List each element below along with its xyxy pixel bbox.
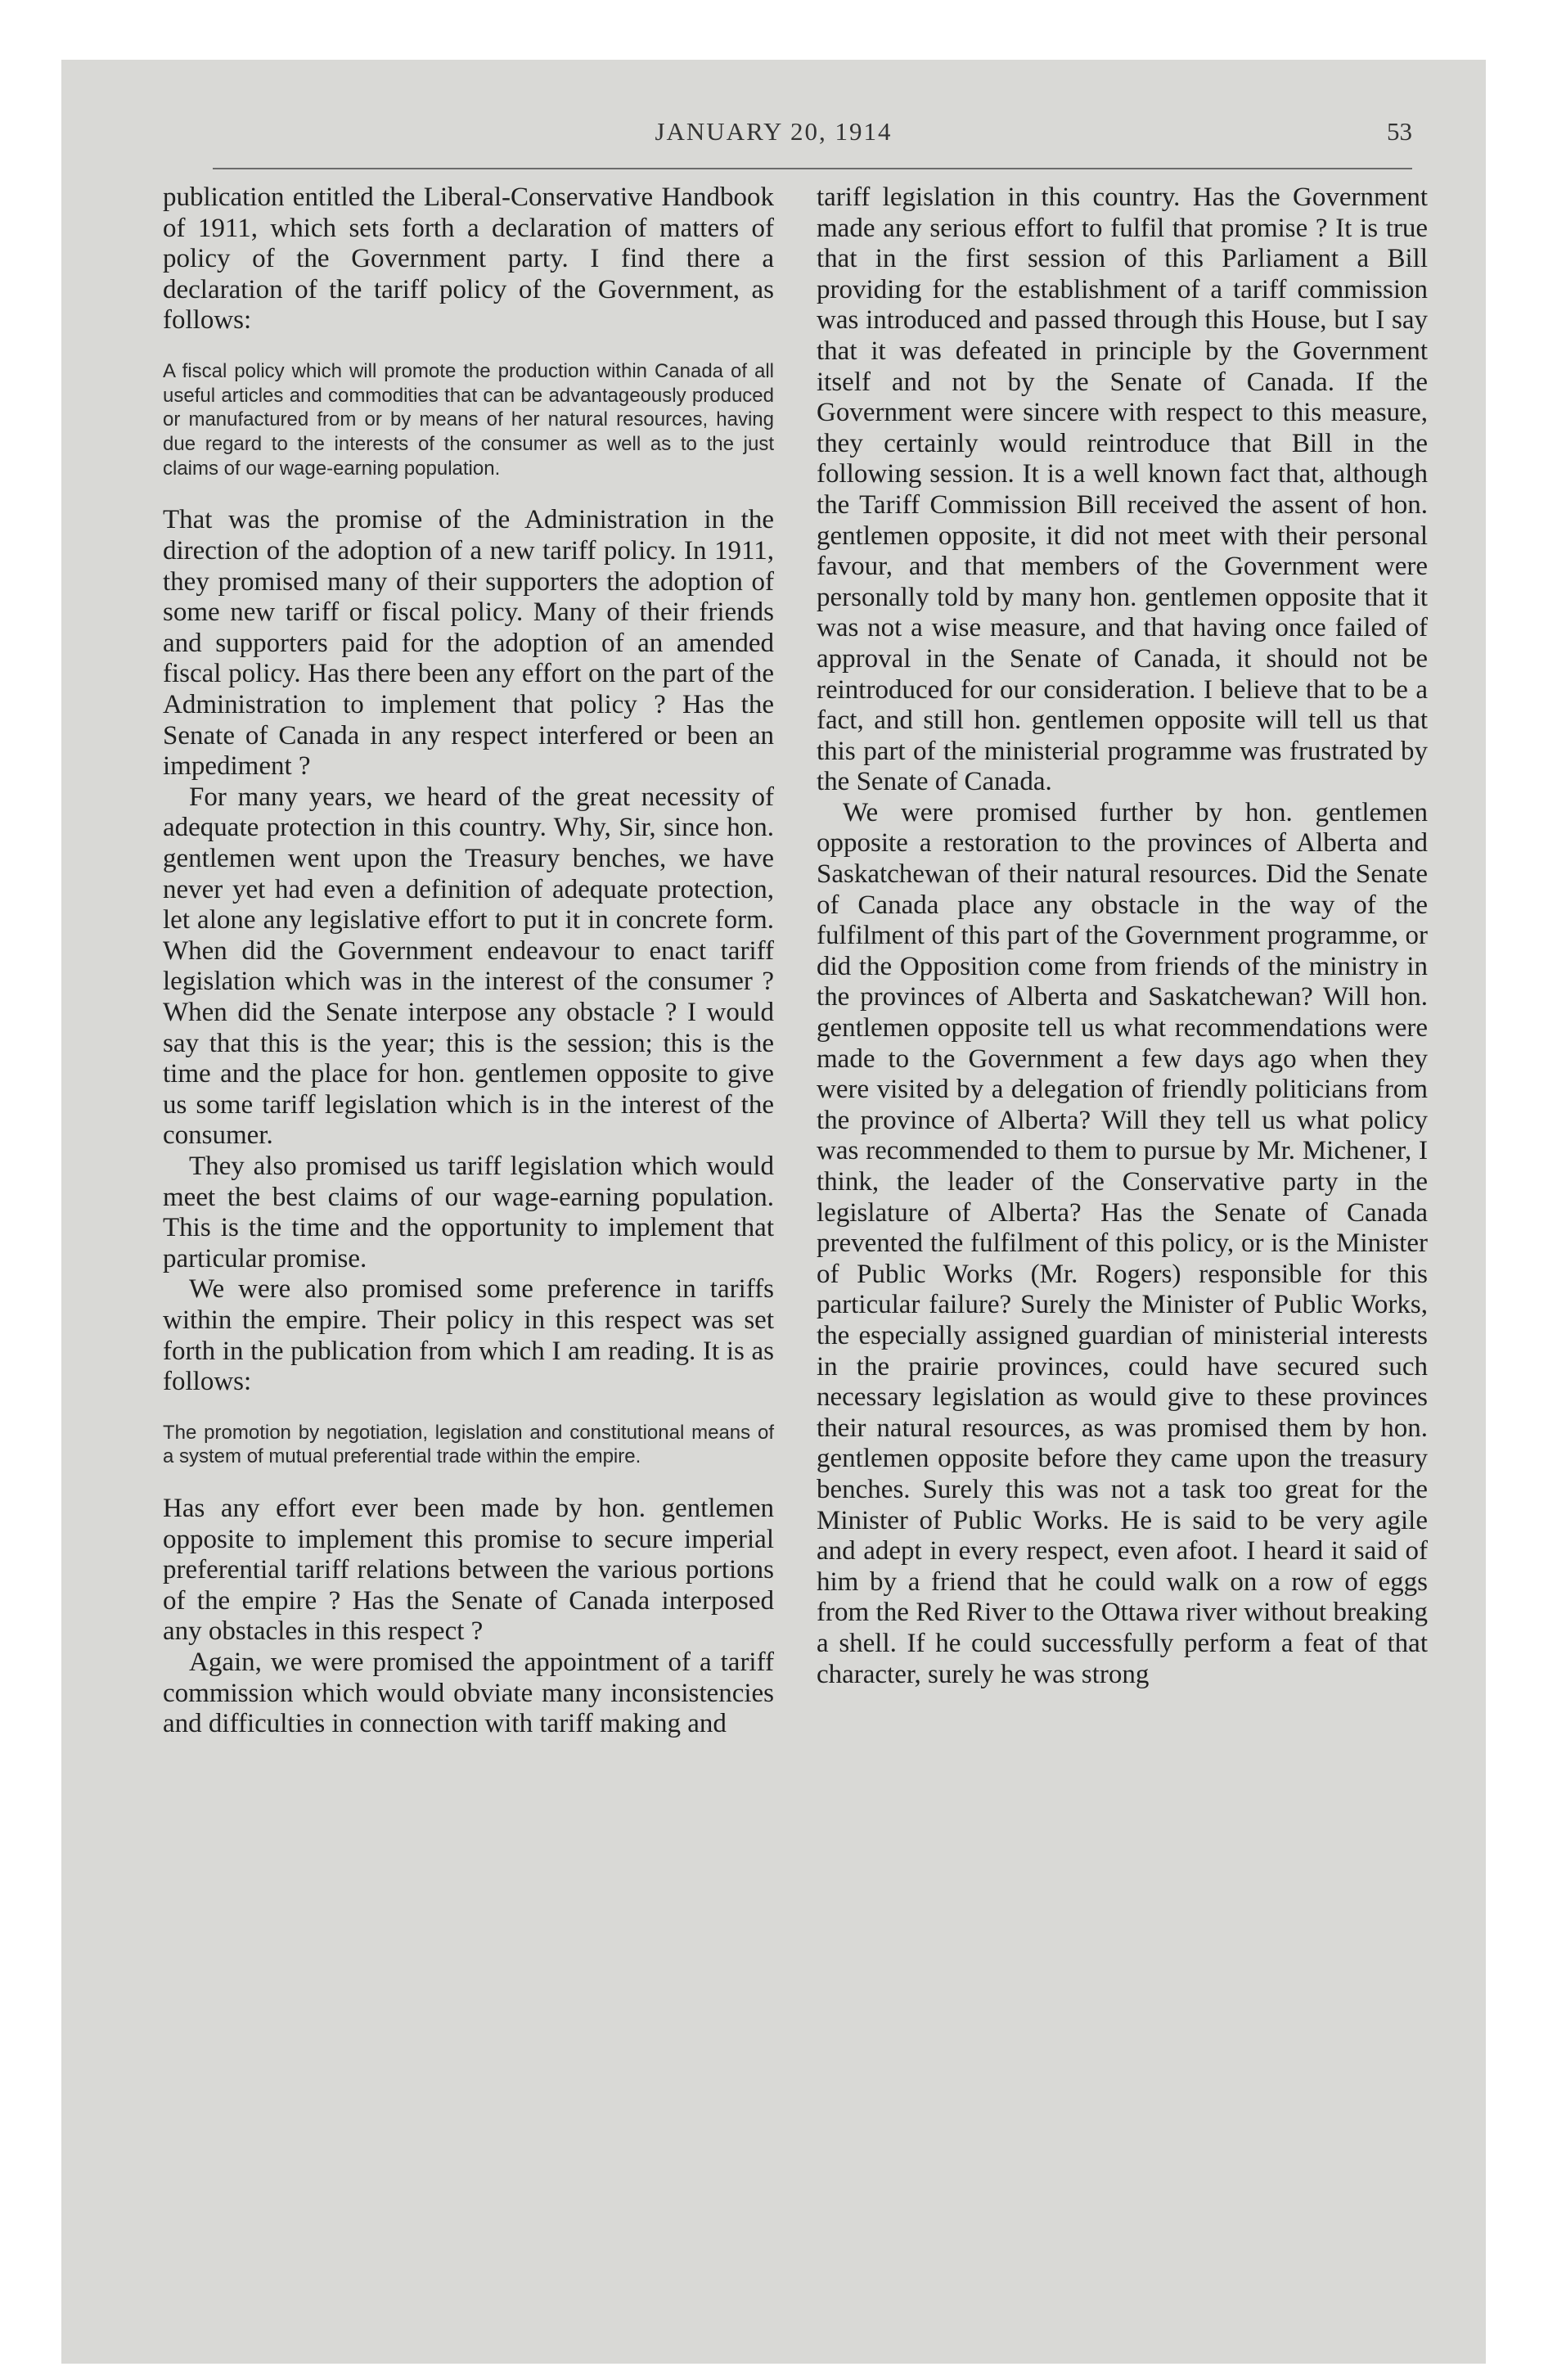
paragraph: They also promised us tariff legislation which would meet the best claims of our wage-earning population. This is the time and the opportunity to implement that particular promise. xyxy=(163,1151,774,1273)
paragraph: For many years, we heard of the great necessity of adequate protection in this country. Why, Sir, since hon. gentlemen went upon the Treasury benches, we have never yet had even a definition of adequate protection, let alone any legislative effort to put it in concrete form. When did the Government endeavour to enact tariff legislation which was in the interest of the consumer ? When did the Senate interpose any obstacle ? I would say that this is the year; this is the session; this is the time and the place for hon. gentlemen opposite to give us some tariff legislation which is in the interest of the consumer. xyxy=(163,782,774,1151)
left-column xyxy=(163,183,774,1740)
quotation: A fiscal policy which will promote the production within Canada of all useful articles and commodities that can be advantageously produced or manufactured from or by means of her natural resources, having due regard to the interests of the consumer as well as to the just claims of our wage-earning population. xyxy=(163,359,774,480)
right-column xyxy=(817,183,1428,1690)
page-number: 53 xyxy=(1387,117,1412,146)
paragraph: That was the promise of the Administration in the direction of the adoption of a new tariff policy. In 1911, they promised many of their supporters the adoption of some new tariff or fiscal policy. Many of their friends and supporters paid for the adoption of an amended fiscal policy. Has there been any effort on the part of the Administration to implement that policy ? Has the Senate of Canada in any respect interfered or been an impediment ? xyxy=(163,505,774,782)
paragraph: tariff legislation in this country. Has the Government made any serious effort to fulfil that promise ? It is true that in the first session of this Parliament a Bill providing for the establishment of a tariff commission was introduced and passed through this House, but I say that it was defeated in principle by the Government itself and not by the Senate of Canada. If the Government were sincere with respect to this measure, they certainly would reintroduce that Bill in the following session. It is a well known fact that, although the Tariff Commission Bill received the assent of hon. gentlemen opposite, it did not meet with their personal favour, and that members of the Government were personally told by many hon. gentlemen opposite that it was not a wise measure, and that having once failed of approval in the Senate of Canada, it should not be reintroduced for our consideration. I believe that to be a fact, and still hon. gentlemen opposite will tell us that this part of the ministerial programme was frustrated by the Senate of Canada. xyxy=(817,183,1428,797)
paragraph: Again, we were promised the appointment of a tariff commission which would obviate many inconsistencies and difficulties in connection with tariff making and xyxy=(163,1648,774,1739)
running-header xyxy=(61,117,1486,158)
paragraph: We were also promised some preference in tariffs within the empire. Their policy in this respect was set forth in the publication from which I am reading. It is as follows: xyxy=(163,1274,774,1397)
page-scan xyxy=(61,60,1486,2364)
paragraph: publication entitled the Liberal-Conservative Handbook of 1911, which sets forth a declaration of matters of policy of the Government party. I find there a declaration of the tariff policy of the Government, as follows: xyxy=(163,183,774,336)
paragraph: Has any effort ever been made by hon. gentlemen opposite to implement this promise to secure imperial preferential tariff relations between the various portions of the empire ? Has the Senate of Canada interposed any obstacles in this respect ? xyxy=(163,1494,774,1647)
header-rule xyxy=(213,168,1412,169)
paragraph: We were promised further by hon. gentlemen opposite a restoration to the provinces of Alberta and Saskatchewan of their natural resources. Did the Senate of Canada place any obstacle in the way of the fulfilment of this part of the Government programme, or did the Opposition come from friends of the ministry in the provinces of Alberta and Saskatchewan? Will hon. gentlemen opposite tell us what recommendations were made to the Government a few days ago when they were visited by a delegation of friendly politicians from the province of Alberta? Will they tell us what policy was recommended to them to pursue by Mr. Michener, I think, the leader of the Conservative party in the legislature of Alberta? Has the Senate of Canada prevented the fulfilment of this policy, or is the Minister of Public Works (Mr. Rogers) responsible for this particular failure? Surely the Minister of Public Works, the especially assigned guardian of ministerial interests in the prairie provinces, could have secured such necessary legislation as would give to these provinces their natural resources, as was promised them by hon. gentlemen opposite before they came upon the treasury benches. Surely this was not a task too great for the Minister of Public Works. He is said to be very agile and adept in every respect, even afoot. I heard it said of him by a friend that he could walk on a row of eggs from the Red River to the Ottawa river without breaking a shell. If he could successfully perform a feat of that character, surely he was strong xyxy=(817,797,1428,1689)
quotation: The promotion by negotiation, legislation and constitutional means of a system of mutual preferential trade within the empire. xyxy=(163,1421,774,1468)
header-date: JANUARY 20, 1914 xyxy=(655,117,893,146)
